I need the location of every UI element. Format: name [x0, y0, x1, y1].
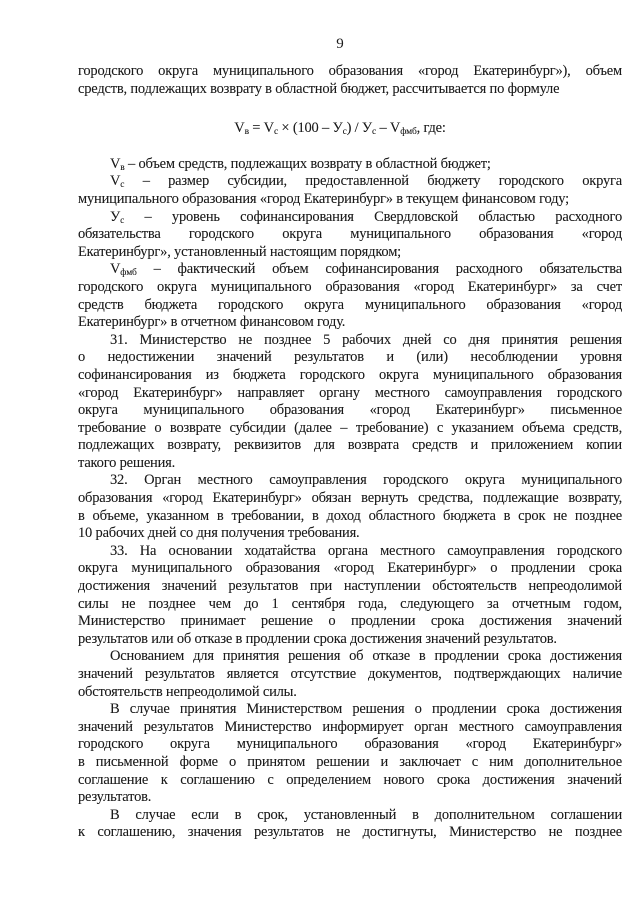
text-line: требование о возврате субсидии (далее – требование) с указанием объема средств,	[78, 419, 622, 436]
text-line: в объеме, указанном в требовании, в доход областного бюджета в срок не позднее	[78, 507, 622, 524]
subscript: в	[244, 127, 249, 138]
text-line: $V_в$ – объем средств, подлежащих возврату в областной бюджет;	[110, 155, 491, 173]
text-line: Министерство принимает решение о продлении срока достижения значений	[78, 613, 622, 630]
subscript: фмб	[400, 127, 417, 138]
text-line: В случае если в срок, установленный в дополнительном соглашении	[110, 806, 622, 823]
page-number: 9	[336, 36, 344, 52]
text-line: результатов или об отказе в продлении срока достижения значений результатов.	[78, 630, 557, 647]
text-line: подлежащих возврату, реквизитов для возврата средств и приложением копии	[78, 437, 622, 454]
text-line: соглашение к соглашению с определением нового срока достижения значений	[78, 771, 622, 788]
text-line: 33. На основании ходатайства органа местного самоуправления городского	[110, 542, 622, 559]
text-line: обстоятельств непреодолимой силы.	[78, 683, 297, 700]
text-line: Екатеринбург» в отчетном финансовом году.	[78, 314, 346, 331]
text-line: образования «город Екатеринбург» обязан вернуть средства, подлежащие возврату,	[78, 490, 622, 507]
subscript: с	[120, 215, 125, 226]
formula: $V_в = V_с \times (100 - У_с) / У_с - V_{фмб}$, где:	[234, 120, 446, 138]
text-line: такого решения.	[78, 454, 176, 471]
document-body	[78, 63, 622, 842]
text-line: 32. Орган местного самоуправления городского округа муниципального	[110, 472, 622, 489]
text-line: в письменной форме о принятом решении и заключает с ним дополнительное	[78, 753, 622, 770]
subscript: с	[371, 127, 377, 138]
text-line: силы не позднее чем до 1 сентября года, следующего за отчетным годом,	[78, 595, 622, 612]
subscript: в	[120, 162, 125, 173]
subscript: с	[120, 180, 125, 191]
text-line: округа муниципального образования «город Екатеринбург» о продлении срока	[78, 560, 622, 577]
text-line: средств, подлежащих возврату в областной бюджет, рассчитывается по формуле	[78, 80, 560, 97]
text-line: значений результатов является отсутствие документов, подтверждающих наличие	[78, 666, 622, 682]
text-line: городского округа муниципального образования «город Екатеринбург»	[78, 736, 622, 753]
text-line: $V_с$ – размер субсидии, предоставленной бюджету городского округа	[110, 173, 622, 191]
text-line: к соглашению, значения результатов не достигнуты, Министерство не позднее	[78, 824, 622, 841]
text-line: о недостижении значений результатов и (или) несоблюдении уровня	[78, 349, 622, 366]
text-line: В случае принятия Министерством решения о продлении срока достижения	[110, 701, 622, 718]
subscript: с	[342, 127, 347, 138]
text-line: городского округа муниципального образования «город Екатеринбург»), объем	[78, 63, 622, 79]
subscript: с	[273, 127, 278, 138]
text-line: результатов.	[78, 789, 152, 806]
text-line: округа муниципального образования «город Екатеринбург» письменное	[78, 402, 622, 419]
text-line: $У_с$ – уровень софинансирования Свердловской областью расходного	[110, 208, 622, 226]
text-line: 10 рабочих дней со дня получения требования.	[78, 525, 360, 542]
text-line: городского округа муниципального образования «город Екатеринбург» за счет	[78, 278, 622, 295]
text-line: обязательства городского округа муниципального образования «город	[78, 226, 622, 243]
text-line: софинансирования из бюджета городского округа муниципального образования	[78, 366, 622, 383]
text-line: муниципального образования «город Екатеринбург» в текущем финансовом году;	[78, 190, 569, 207]
text-line: значений результатов Министерство информирует орган местного самоуправления	[78, 718, 622, 735]
text-line: достижения значений результатов при наступлении обстоятельств непреодолимой	[78, 578, 622, 595]
text-line: «город Екатеринбург» направляет органу местного самоуправления городского	[78, 384, 622, 401]
text-line: Екатеринбург», установленный настоящим порядком;	[78, 243, 402, 260]
subscript: фмб	[120, 268, 137, 279]
text-line: Основанием для принятия решения об отказе в продлении срока достижения	[110, 648, 622, 665]
text-line: средств бюджета городского округа муниципального образования «город	[78, 296, 622, 313]
text-line: $V_{фмб}$ – фактический объем софинансирования расходного обязательства	[110, 261, 622, 279]
text-line: 31. Министерство не позднее 5 рабочих дней со дня принятия решения	[110, 331, 622, 348]
